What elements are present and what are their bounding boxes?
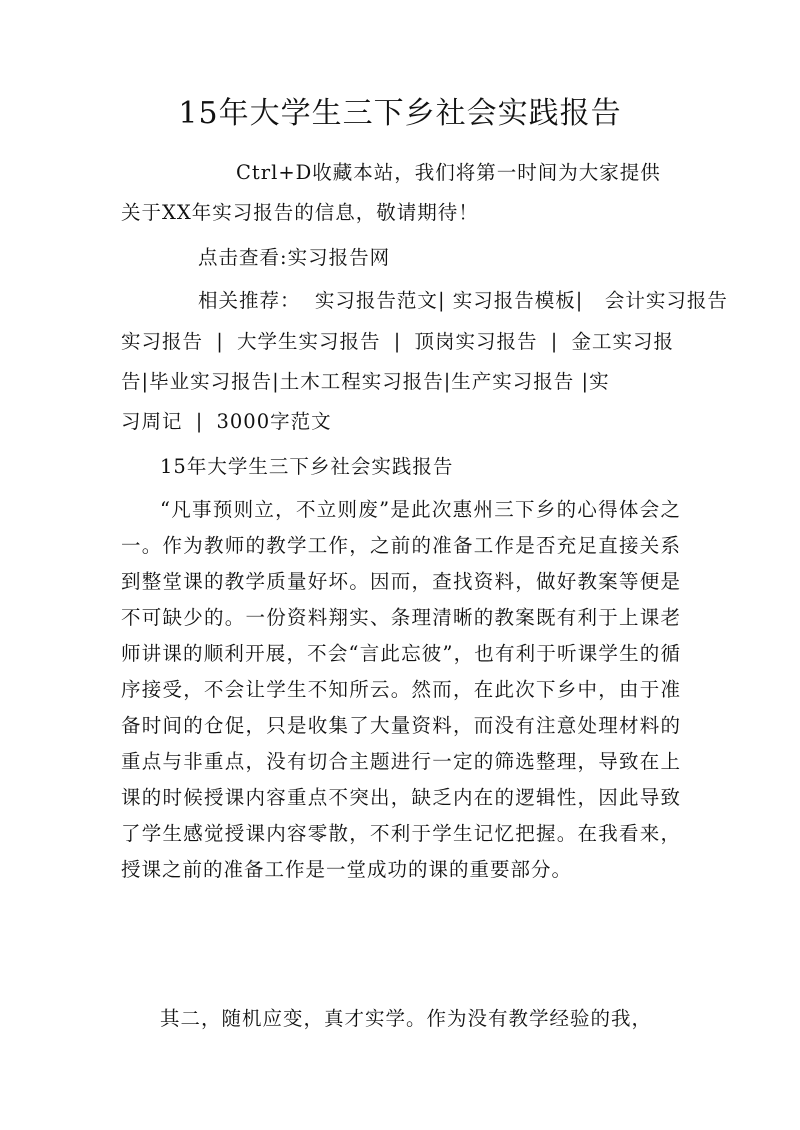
intro-line-2: 关于XX年实习报告的信息，敬请期待！ (121, 201, 479, 224)
paragraph-1: “凡事预则立，不立则废”是此次惠州三下乡的心得体会之一。作为教师的教学工作，之前的准备工作是否充足直接关系到整堂课的教学质量好坏。因而，查找资料，做好教案等便是不可缺少的。一份资料翔实、条理清晰的教案既有利于上课老师讲课的顺利开展，不会“言此忘彼”，也有利于听课学生的循序接受，不会让学生不知所云。然而，在此次下乡中，由于准备时间的仓促，只是收集了大量资料，而没有注意处理材料的重点与非重点，没有切合主题进行一定的筛选整理，导致在上课的时候授课内容重点不突出，缺乏内在的逻辑性，因此导致了学生感觉授课内容零散，不利于学生记忆把握。在我看来，授课之前的准备工作是一堂成功的课的重要部分。 (121, 498, 681, 881)
separator: | (550, 330, 559, 353)
related-link[interactable]: 实习报告模板 (452, 289, 576, 312)
related-link[interactable]: 生产实习报告 (451, 370, 575, 393)
related-link[interactable]: 大学生实习报告 (236, 330, 381, 353)
related-line-3: 告|毕业实习报告|土木工程实习报告|生产实习报告 |实 (121, 370, 610, 393)
related-link-partial[interactable]: 实 (589, 370, 610, 393)
related-link[interactable]: 顶岗实习报告 (414, 330, 538, 353)
related-line-1 (121, 283, 728, 319)
related-line-4: 习周记 | 3000字范文 (121, 410, 332, 433)
separator: | (272, 370, 280, 393)
related-label: 相关推荐： (198, 289, 301, 312)
related-link[interactable]: 毕业实习报告 (149, 370, 273, 393)
separator: | (195, 410, 204, 433)
separator: | (393, 330, 402, 353)
related-link-partial[interactable]: 金工实习报 (571, 330, 674, 353)
click-view-label: 点击查看: (198, 246, 288, 269)
related-link[interactable]: 会计实习报告 (604, 289, 728, 312)
related-link[interactable]: 3000字范文 (216, 410, 332, 433)
related-link[interactable]: 实习报告范文 (314, 289, 438, 312)
related-line-2: 实习报告 | 大学生实习报告 | 顶岗实习报告 | 金工实习报 (121, 330, 674, 353)
click-view-line (121, 240, 681, 276)
separator: | (141, 370, 150, 393)
subtitle: 15年大学生三下乡社会实践报告 (160, 455, 454, 478)
intro-line-1: Ctrl+D收藏本站，我们将第一时间为大家提供 (236, 161, 661, 184)
separator: | (437, 289, 446, 312)
click-view-link[interactable]: 实习报告网 (287, 246, 391, 269)
separator: | (443, 370, 452, 393)
related-link[interactable]: 土木工程实习报告 (279, 370, 444, 393)
document-title: 15年大学生三下乡社会实践报告 (178, 96, 622, 131)
separator: | (581, 370, 590, 393)
separator: | (216, 330, 224, 353)
paragraph-2: 其二，随机应变，真才实学。作为没有教学经验的我， (160, 1007, 653, 1030)
separator: | (575, 289, 584, 312)
